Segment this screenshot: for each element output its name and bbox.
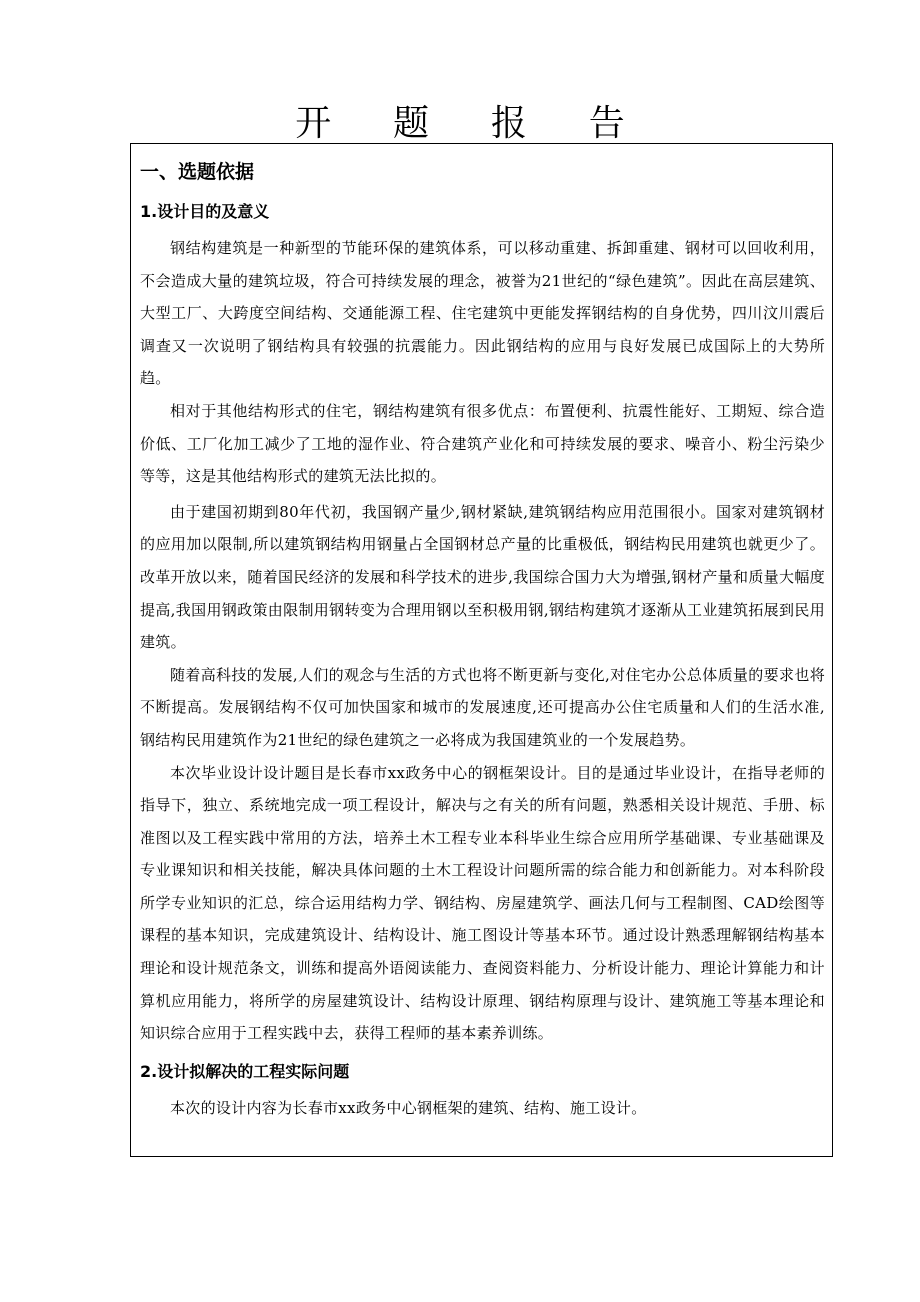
report-content [140,154,825,1124]
subsection-heading-purpose: 1.设计目的及意义 [140,202,270,221]
paragraph: 本次的设计内容为长春市xx政务中心钢框架的建筑、结构、施工设计。 [170,1098,647,1117]
subsection-heading-problems: 2.设计拟解决的工程实际问题 [140,1061,350,1081]
section-heading: 一、选题依据 [140,161,255,183]
paragraph: 本次毕业设计设计题目是长春市xx政务中心的钢框架设计。目的是通过毕业设计，在指导老师的指导下，独立、系统地完成一项工程设计，解决与之有关的所有问题，熟悉相关设计规范、手册、标准图以及工程实践中常用的方法，培养土木工程专业本科毕业生综合应用所学基础课、专业基础课及专业课知识和相关技能，解决具体问题的土木工程设计问题所需的综合能力和创新能力。对本科阶段所学专业知识的汇总，综合运用结构力学、钢结构、房屋建筑学、画法几何与工程制图、CAD绘图等课程的基本知识，完成建筑设计、结构设计、施工图设计等基本环节。通过设计熟悉理解钢结构基本理论和设计规范条文，训练和提高外语阅读能力、查阅资料能力、分析设计能力、理论计算能力和计算机应用能力，将所学的房屋建筑设计、结构设计原理、钢结构原理与设计、建筑施工等基本理论和知识综合应用于工程实践中去，获得工程师的基本素养训练。 [140,763,825,1043]
paragraph: 相对于其他结构形式的住宅，钢结构建筑有很多优点：布置便利、抗震性能好、工期短、综合造价低、工厂化加工减少了工地的湿作业、符合建筑产业化和可持续发展的要求、噪音小、粉尘污染少等等，这是其他结构形式的建筑无法比拟的。 [140,401,825,486]
paragraph: 随着高科技的发展,人们的观念与生活的方式也将不断更新与变化,对住宅办公总体质量的要求也将不断提高。发展钢结构不仅可加快国家和城市的发展速度,还可提高办公住宅质量和人们的生活水准, 钢结构民用建筑作为21世纪的绿色建筑之一必将成为我国建筑业的一个发展趋势。 [140,665,825,749]
paragraph: 钢结构建筑是一种新型的节能环保的建筑体系，可以移动重建、拆卸重建、钢材可以回收利用，不会造成大量的建筑垃圾，符合可持续发展的理念，被誉为21世纪的“绿色建筑”。因此在高层建筑、大型工厂、大跨度空间结构、交通能源工程、住宅建筑中更能发挥钢结构的自身优势，四川汶川震后调查又一次说明了钢结构具有较强的抗震能力。因此钢结构的应用与良好发展已成国际上的大势所趋。 [140,239,825,388]
paragraph: 由于建国初期到80年代初，我国钢产量少,钢材紧缺,建筑钢结构应用范围很小。国家对建筑钢材的应用加以限制,所以建筑钢结构用钢量占全国钢材总产量的比重极低，钢结构民用建筑也就更少了。改革开放以来，随着国民经济的发展和科学技术的进步,我国综合国力大为增强,钢材产量和质量大幅度提高,我国用钢政策由限制用钢转变为合理用钢以至积极用钢,钢结构建筑才逐渐从工业建筑拓展到民用建筑。 [140,502,825,652]
page-title: 开 题 报 告 [295,103,650,144]
